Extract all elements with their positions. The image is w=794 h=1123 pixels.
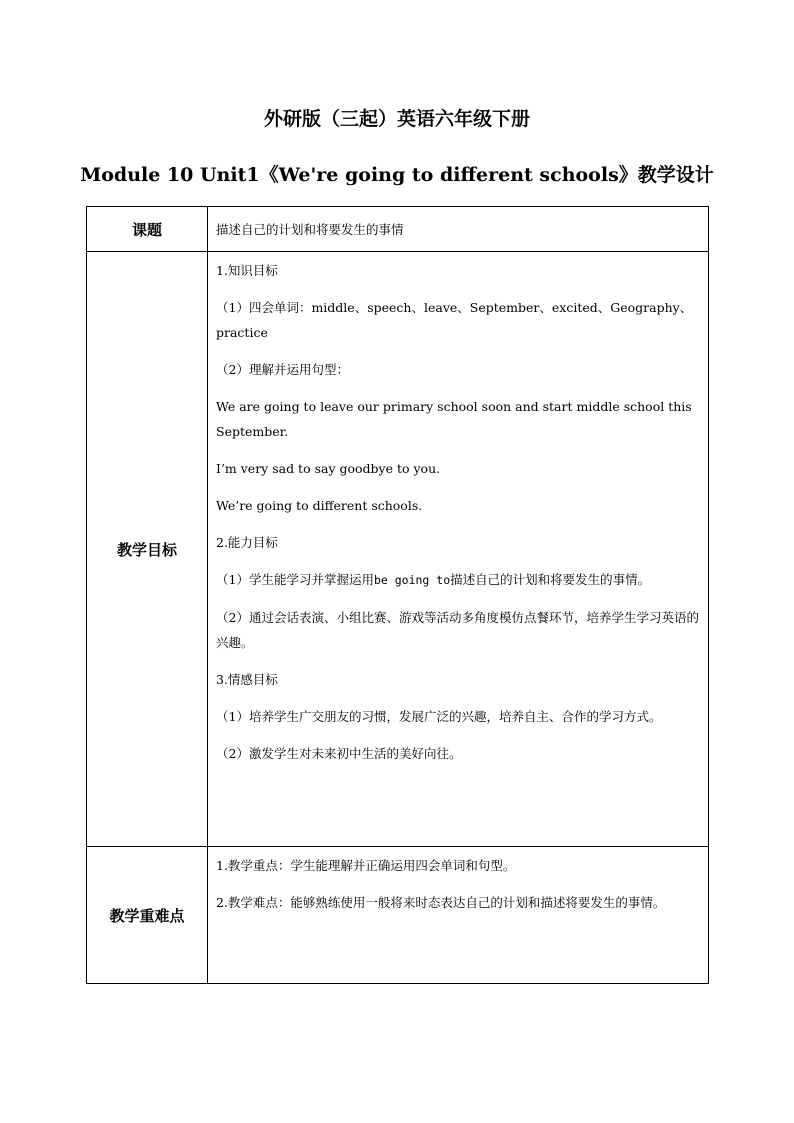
teaching-goals-row — [87, 252, 709, 847]
emotion-goal-1: （1）培养学生广交朋友的习惯，发展广泛的兴趣，培养自主、合作的学习方式。 — [216, 709, 662, 724]
knowledge-goal-heading: 1.知识目标 — [216, 263, 278, 278]
teaching-goals-label: 教学目标 — [87, 252, 208, 847]
key-point-1: 1.教学重点：学生能理解并正确运用四会单词和句型。 — [216, 858, 516, 873]
key-points-row — [87, 847, 709, 984]
key-point-2: 2.教学难点：能够熟练使用一般将来时态表达自己的计划和描述将要发生的事情。 — [216, 895, 666, 910]
vocabulary-line: （1）四会单词：middle、speech、leave、September、excited、Geography、practice — [216, 300, 693, 340]
ability-goal-2: （2）通过会话表演、小组比赛、游戏等活动多角度模仿点餐环节，培养学生学习英语的兴趣。 — [216, 610, 699, 650]
example-sentence-3: We’re going to different schools. — [216, 498, 423, 513]
lesson-plan-table — [86, 206, 709, 984]
teaching-goals-content — [208, 252, 709, 847]
document-subtitle: Module 10 Unit1《We're going to different schools》教学设计 — [80, 164, 714, 186]
ability-goal-1-prefix: （1）学生能学习并掌握运用 — [216, 572, 374, 587]
topic-label: 课题 — [87, 207, 208, 252]
emotion-goal-2: （2）激发学生对未来初中生活的美好向往。 — [216, 746, 462, 761]
example-sentence-2: I’m very sad to say goodbye to you. — [216, 461, 441, 476]
topic-value: 描述自己的计划和将要发生的事情 — [208, 207, 709, 252]
sentence-pattern-heading: （2）理解并运用句型： — [216, 362, 349, 377]
ability-goal-1-grammar: be going to — [373, 573, 451, 587]
document-title: 外研版（三起）英语六年级下册 — [263, 108, 530, 130]
ability-goal-1 — [216, 567, 700, 593]
example-sentence-1: We are going to leave our primary school soon and start middle school this September. — [216, 399, 692, 439]
ability-goal-1-suffix: 描述自己的计划和将要发生的事情。 — [450, 572, 651, 587]
emotion-goal-heading: 3.情感目标 — [216, 672, 278, 687]
key-points-content — [208, 847, 709, 984]
ability-goal-heading: 2.能力目标 — [216, 535, 278, 550]
topic-row — [87, 207, 709, 252]
key-points-label: 教学重难点 — [87, 847, 208, 984]
